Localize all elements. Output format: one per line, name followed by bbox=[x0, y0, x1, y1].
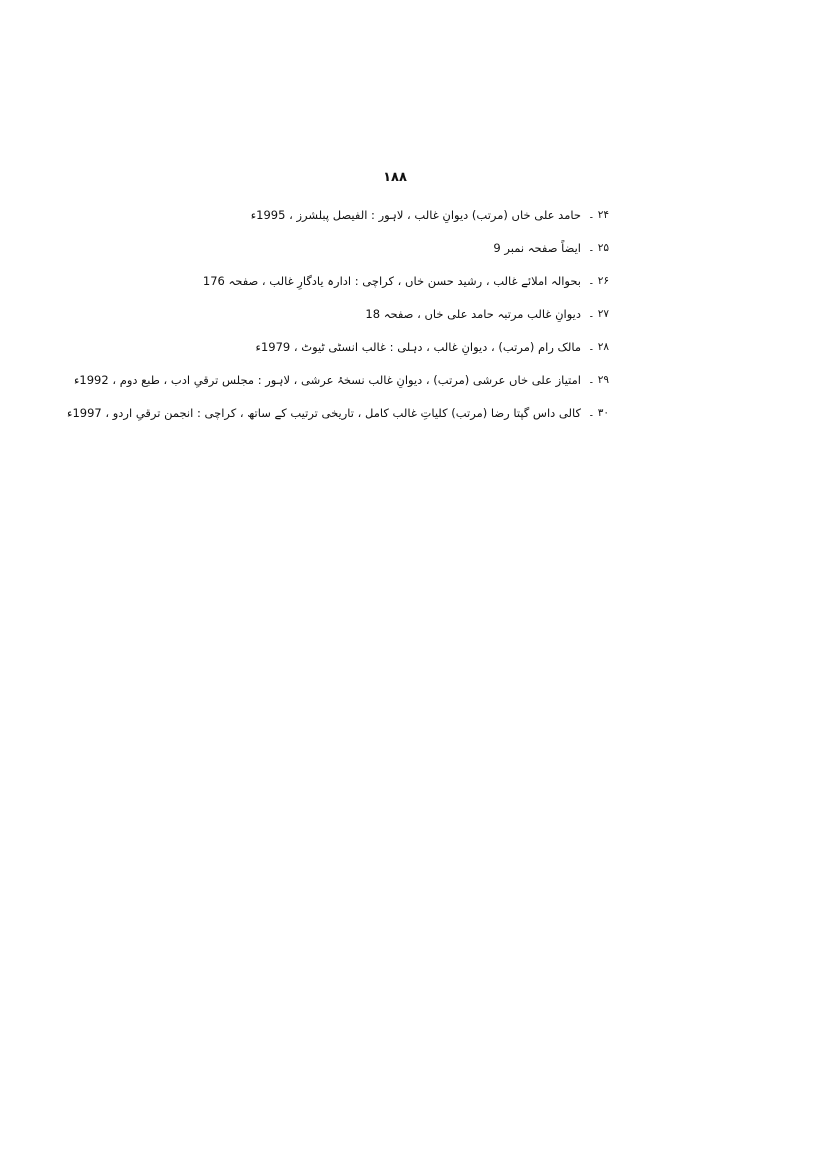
endnote-number: ۲۸ ۔ bbox=[588, 340, 609, 353]
endnote-number: ۲۷ ۔ bbox=[588, 307, 609, 320]
endnote-text: حامد علی خاں (مرتب) دیوانِ غالب ، لاہور : الفیصل پبلشرز ، 1995ء bbox=[250, 207, 581, 222]
endnote-item bbox=[189, 231, 609, 264]
endnote-text: بحوالہ املائے غالب ، رشید حسن خاں ، کراچی : ادارہ یادگارِ غالب ، صفحہ 176 bbox=[202, 273, 581, 288]
endnote-number: ۲۴ ۔ bbox=[588, 208, 609, 221]
endnote-number: ۲۶ ۔ bbox=[588, 274, 609, 287]
endnote-text: ایضاً صفحہ نمبر 9 bbox=[493, 240, 581, 255]
endnote-number: ۲۵ ۔ bbox=[588, 241, 609, 254]
endnote-text: امتیاز علی خاں عرشی (مرتب) ، دیوانِ غالب نسخۂ عرشی ، لاہور : مجلس ترقیِ ادب ، طبع دوم ، 1992ء bbox=[73, 372, 581, 387]
endnote-item bbox=[189, 198, 609, 231]
endnote-number: ۳۰ ۔ bbox=[588, 406, 609, 419]
endnote-item bbox=[189, 297, 609, 330]
endnote-item bbox=[73, 363, 609, 396]
endnotes-list bbox=[67, 198, 609, 429]
endnote-number: ۲۹ ۔ bbox=[588, 373, 609, 386]
endnote-text: مالک رام (مرتب) ، دیوانِ غالب ، دہلی : غالب انسٹی ٹیوٹ ، 1979ء bbox=[255, 339, 581, 354]
page-number: ۱۸۸ bbox=[383, 170, 407, 185]
endnote-text: دیوانِ غالب مرتبہ حامد علی خاں ، صفحہ 18 bbox=[365, 306, 581, 321]
endnote-item bbox=[67, 396, 609, 429]
endnote-text: کالی داس گپتا رضا (مرتب) کلیاتِ غالب کامل ، تاریخی ترتیب کے ساتھ ، کراچی : انجمن ترقیِ اردو ، 1997ء bbox=[67, 405, 581, 420]
endnote-item bbox=[189, 330, 609, 363]
endnote-item bbox=[189, 264, 609, 297]
